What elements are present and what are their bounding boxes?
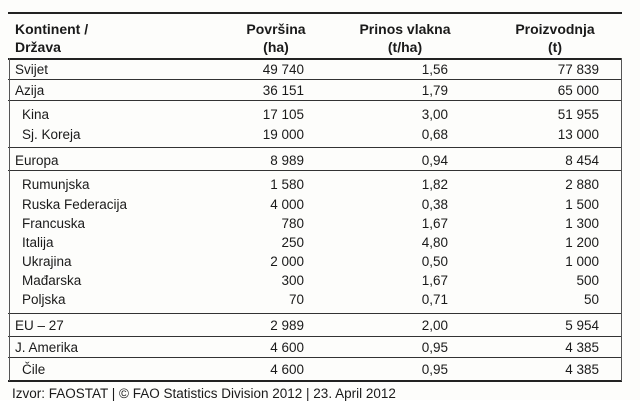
row-divider bbox=[8, 79, 622, 80]
row-divider bbox=[8, 313, 622, 314]
row-area: 1 580 bbox=[270, 177, 304, 192]
row-area: 780 bbox=[281, 216, 304, 231]
row-production: 1 000 bbox=[565, 254, 599, 269]
row-name: Francuska bbox=[22, 216, 86, 231]
header-area: Površina bbox=[246, 21, 306, 37]
row-name: Mađarska bbox=[22, 273, 82, 288]
row-area: 2 989 bbox=[270, 318, 304, 333]
row-name: J. Amerika bbox=[15, 340, 79, 355]
row-yield: 0,50 bbox=[421, 254, 448, 269]
row-yield: 3,00 bbox=[421, 107, 448, 122]
source-note: Izvor: FAOSTAT | © FAO Statistics Division 2012 | 23. April 2012 bbox=[12, 386, 396, 401]
row-name: Ruska Federacija bbox=[22, 197, 128, 212]
row-production: 500 bbox=[576, 273, 599, 288]
row-name: Sj. Koreja bbox=[22, 127, 81, 142]
row-area: 36 151 bbox=[262, 83, 304, 98]
row-area: 70 bbox=[288, 292, 304, 307]
row-area: 17 105 bbox=[262, 107, 304, 122]
row-yield: 1,79 bbox=[421, 83, 448, 98]
row-production: 8 454 bbox=[565, 153, 599, 168]
header-bottom-rule bbox=[8, 58, 622, 60]
row-name: EU – 27 bbox=[15, 318, 64, 333]
header-country: Država bbox=[15, 39, 61, 55]
row-area: 4 600 bbox=[270, 362, 304, 377]
row-yield: 2,00 bbox=[421, 318, 448, 333]
row-yield: 0,71 bbox=[421, 292, 448, 307]
row-name: Rumunjska bbox=[22, 177, 90, 192]
row-divider bbox=[8, 147, 622, 148]
column-divider bbox=[621, 58, 622, 381]
row-divider bbox=[8, 170, 622, 171]
row-divider bbox=[8, 336, 622, 337]
row-area: 4 000 bbox=[270, 197, 304, 212]
header-production-unit: (t) bbox=[548, 39, 562, 55]
row-production: 1 500 bbox=[565, 197, 599, 212]
row-production: 1 200 bbox=[565, 235, 599, 250]
row-production: 2 880 bbox=[565, 177, 599, 192]
row-area: 8 989 bbox=[270, 153, 304, 168]
row-name: Italija bbox=[22, 235, 54, 250]
row-yield: 0,95 bbox=[421, 362, 448, 377]
row-yield: 1,67 bbox=[421, 216, 448, 231]
row-yield: 1,82 bbox=[421, 177, 448, 192]
row-area: 250 bbox=[281, 235, 304, 250]
row-area: 4 600 bbox=[270, 340, 304, 355]
row-name: Čile bbox=[22, 362, 46, 377]
row-area: 49 740 bbox=[262, 62, 304, 77]
row-yield: 0,68 bbox=[421, 127, 448, 142]
column-divider bbox=[9, 58, 10, 381]
header-area-unit: (ha) bbox=[263, 39, 289, 55]
row-production: 4 385 bbox=[565, 362, 599, 377]
row-name: Ukrajina bbox=[22, 254, 72, 269]
row-production: 77 839 bbox=[557, 62, 599, 77]
row-production: 51 955 bbox=[557, 107, 599, 122]
row-production: 4 385 bbox=[565, 340, 599, 355]
row-yield: 0,94 bbox=[421, 153, 448, 168]
row-name: Svijet bbox=[15, 62, 49, 77]
row-name: Poljska bbox=[22, 292, 66, 307]
row-production: 65 000 bbox=[557, 83, 599, 98]
row-area: 2 000 bbox=[270, 254, 304, 269]
row-divider bbox=[8, 100, 622, 101]
row-divider bbox=[8, 357, 622, 358]
row-yield: 4,80 bbox=[421, 235, 448, 250]
row-yield: 0,95 bbox=[421, 340, 448, 355]
row-name: Azija bbox=[15, 83, 45, 98]
row-production: 13 000 bbox=[557, 127, 599, 142]
header-production: Proizvodnja bbox=[515, 21, 595, 37]
row-production: 50 bbox=[583, 292, 599, 307]
table-bottom-rule bbox=[8, 380, 622, 382]
header-continent: Kontinent / bbox=[15, 21, 89, 37]
row-name: Europa bbox=[15, 153, 59, 168]
row-production: 5 954 bbox=[565, 318, 599, 333]
row-name: Kina bbox=[22, 107, 50, 122]
row-yield: 1,56 bbox=[421, 62, 448, 77]
row-yield: 1,67 bbox=[421, 273, 448, 288]
table-top-rule bbox=[8, 12, 622, 14]
row-area: 300 bbox=[281, 273, 304, 288]
header-yield-unit: (t/ha) bbox=[387, 39, 423, 55]
row-yield: 0,38 bbox=[421, 197, 448, 212]
row-area: 19 000 bbox=[262, 127, 304, 142]
header-yield: Prinos vlakna bbox=[359, 21, 451, 37]
row-production: 1 300 bbox=[565, 216, 599, 231]
